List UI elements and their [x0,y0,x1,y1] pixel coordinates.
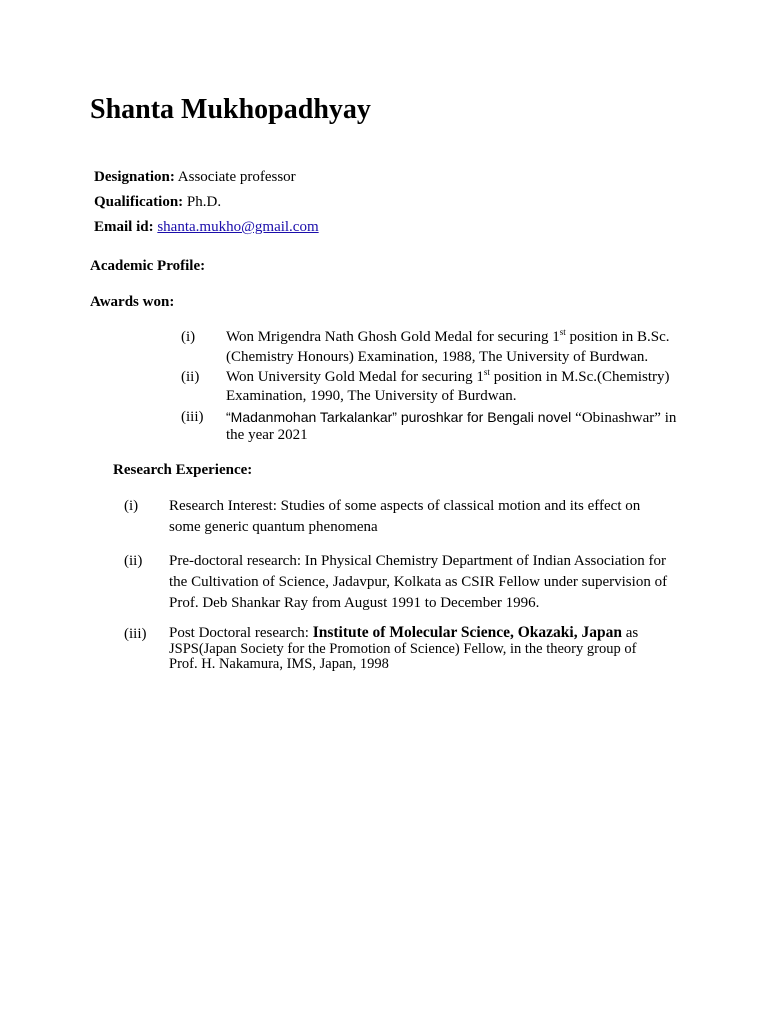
designation-row [94,169,296,186]
email-link[interactable]: shanta.mukho@gmail.com [157,219,319,235]
email-label: Email id: [94,219,154,235]
award-line: Won Mrigendra Nath Ghosh Gold Medal for securing 1st position in B.Sc. [226,327,670,345]
research-number: (ii) [124,553,143,569]
research-line: Research Interest: Studies of some aspects of classical motion and its effect on [169,498,641,514]
designation-value: Associate professor [177,169,296,185]
award-line: the year 2021 [226,427,308,443]
email-row [94,219,319,236]
research-line: some generic quantum phenomena [169,519,378,535]
research-line: Prof. H. Nakamura, IMS, Japan, 1998 [169,656,389,672]
award-line: Won University Gold Medal for securing 1st position in M.Sc.(Chemistry) [226,367,670,385]
academic-profile-heading: Academic Profile: [90,258,206,274]
award-number: (ii) [181,369,200,385]
research-line: JSPS(Japan Society for the Promotion of Science) Fellow, in the theory group of [169,641,637,657]
research-heading: Research Experience: [113,462,253,478]
qualification-value: Ph.D. [186,194,222,210]
research-line: the Cultivation of Science, Jadavpur, Kolkata as CSIR Fellow under supervision of [169,574,668,590]
award-number: (iii) [181,409,204,425]
award-line: Examination, 1990, The University of Burdwan. [226,388,517,404]
research-line: Pre-doctoral research: In Physical Chemistry Department of Indian Association for [169,553,666,569]
awards-heading: Awards won: [90,294,175,310]
award-line: (Chemistry Honours) Examination, 1988, The University of Burdwan. [226,349,649,365]
designation-label: Designation: [94,169,175,185]
research-number: (i) [124,498,139,514]
research-line: Post Doctoral research: Institute of Molecular Science, Okazaki, Japan as [169,624,639,641]
research-line: Prof. Deb Shankar Ray from August 1991 to December 1996. [169,595,540,611]
qualification-row [94,194,221,211]
award-line: “Madanmohan Tarkalankar” puroshkar for Bengali novel “Obinashwar” in [226,409,677,426]
qualification-label: Qualification: [94,194,184,210]
research-number: (iii) [124,626,147,642]
award-number: (i) [181,329,196,345]
page-title: Shanta Mukhopadhyay [90,94,371,125]
